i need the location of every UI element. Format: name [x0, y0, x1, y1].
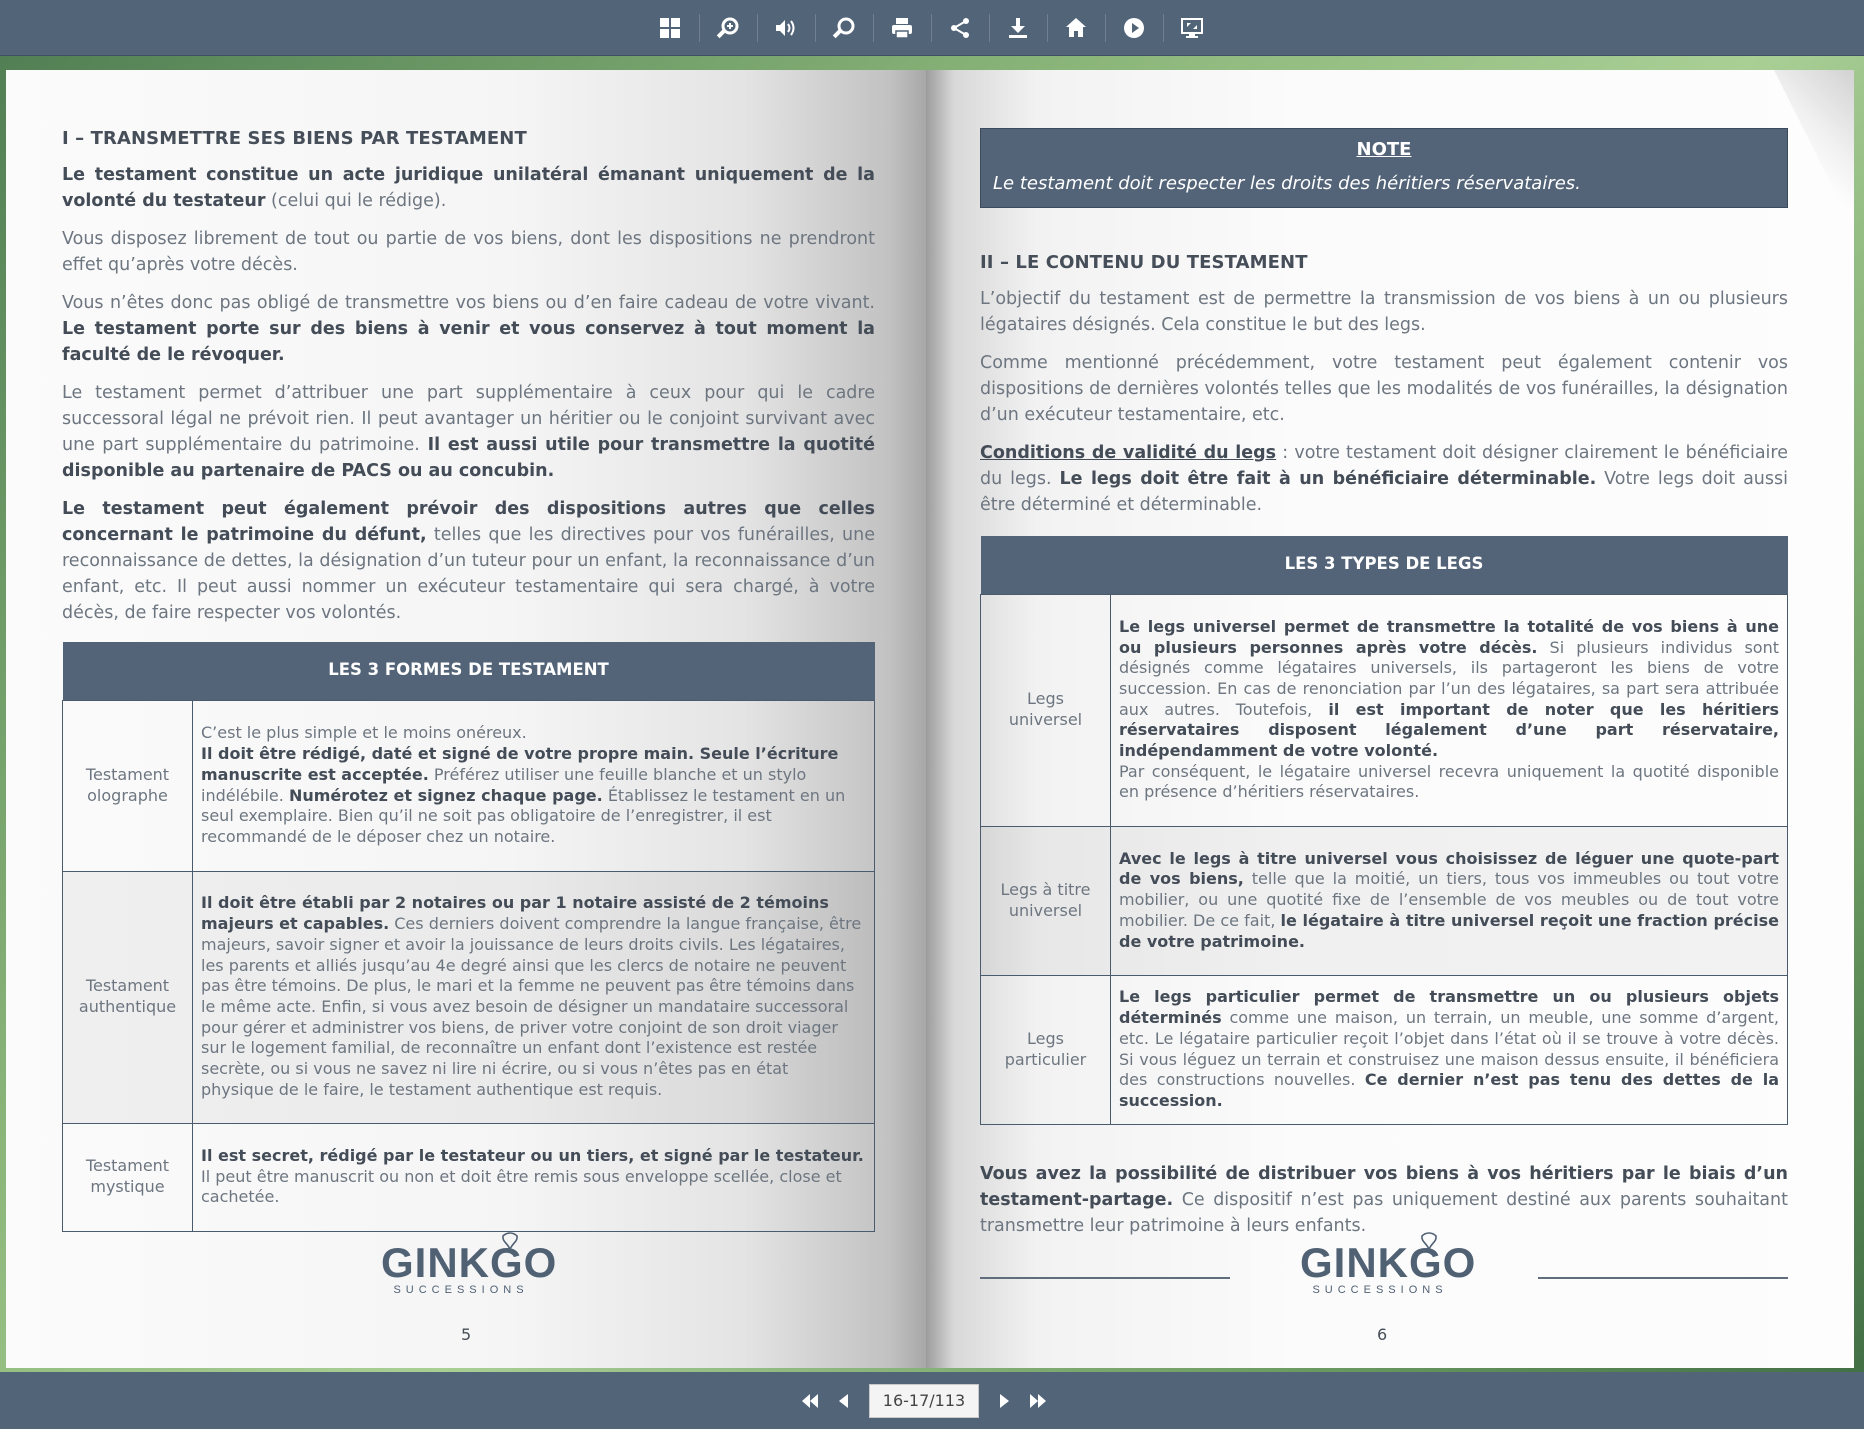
row-label: Testament authentique [63, 871, 193, 1123]
row-label: Testament mystique [63, 1123, 193, 1231]
thumbnails-icon [658, 16, 682, 40]
row-label: Legs universel [981, 594, 1111, 826]
right-paragraph-1: L’objectif du testament est de permettre la transmission de vos biens à un ou plusieurs légataires désignés. Cela constitue le but des legs. [980, 289, 1788, 335]
legs-types-table [980, 536, 1788, 1125]
ginkgo-logo [1300, 1239, 1477, 1296]
autoplay-button[interactable] [1105, 8, 1163, 48]
row-bold-text: Il est secret, rédigé par le testateur ou un tiers, et signé par le testateur. [201, 1145, 864, 1165]
row-text: Ces derniers doivent comprendre la langue française, être majeurs, savoir signer et avoir la jouissance de leurs droits civils. Les légataires, les parents et alliés jusqu’au 4e degré ainsi que les clercs de notaire ne peuvent pas être témoins. De plus, le mari et la femme ne peuvent pas être témoins dans le même acte. Enfin, si vous avez besoin de désigner un mandataire successoral pour gérer et administrer vos biens, de priver votre conjoint de son droit viager sur le logement familial, de reconnaître un enfant dont l’existence est restée secrète, ou si vous ne savez ni lire ni écrire, ou si vous n’êtes pas en état physique de le faire, le testament authentique est requis. [201, 914, 862, 1099]
logo-wordmark: GINKGO [381, 1239, 558, 1286]
right-section-heading: II – LE CONTENU DU TESTAMENT [980, 252, 1308, 273]
left-p4-text: Le testament permet d’attribuer une part supplémentaire à ceux pour qui le cadre successoral légal ne prévoit rien. Il peut avantager un héritier ou le conjoint survivant avec une part supplémentaire du patrimoine. [62, 383, 875, 455]
sound-icon [774, 16, 798, 40]
left-paragraph-3 [62, 290, 875, 368]
ginkgo-leaf-icon [499, 1230, 521, 1252]
row-bold-text: Le legs universel permet de transmettre la totalité de vos biens à une ou plusieurs personnes après votre décès. [1119, 616, 1779, 657]
left-p5-bold: Le testament peut également prévoir des dispositions autres que celles concernant le patrimoine du défunt, [62, 499, 875, 545]
logo-tagline: SUCCESSIONS [1312, 1284, 1448, 1296]
download-icon [1006, 16, 1030, 40]
home-icon [1064, 16, 1088, 40]
share-icon [948, 16, 972, 40]
autoplay-icon [1122, 16, 1146, 40]
row-text: comme une maison, un terrain, un meuble, une somme d’argent, etc. Le légataire particulier reçoit l’objet dans l’état où il se trouve à votre décès. Si vous léguez un terrain et construisez une maison dessus ensuite, il bénéficiera des constructions nouvelles. [1119, 1008, 1779, 1090]
right-page-content [980, 128, 1788, 1251]
left-p3-text: Vous n’êtes donc pas obligé de transmettre vos biens ou d’en faire cadeau de votre vivant. [62, 293, 875, 313]
next-page-button[interactable] [987, 1384, 1021, 1418]
row-bold-text: Avec le legs à titre universel vous choisissez de léguer une quote-part de vos biens, [1119, 848, 1779, 889]
home-button[interactable] [1047, 8, 1105, 48]
logo-tagline: SUCCESSIONS [393, 1284, 529, 1296]
table-row [63, 700, 875, 871]
row-description [193, 871, 875, 1123]
row-bold-text: Il doit être rédigé, daté et signé de votre propre main. Seule l’écriture manuscrite est acceptée. [201, 744, 839, 784]
fullscreen-icon [1180, 16, 1204, 40]
search-button[interactable] [815, 8, 873, 48]
row-text: Établissez le testament en un seul exemplaire. Bien qu’il ne soit pas obligatoire de l’enregistrer, il est recommandé de le déposer chez un notaire. [201, 785, 846, 846]
ginkgo-leaf-icon [1418, 1230, 1440, 1252]
table-row [981, 975, 1788, 1124]
row-text: Par conséquent, le légataire universel recevra uniquement la quotité disponible en présence d’héritiers réservataires. [1119, 761, 1779, 802]
footer-rule-left [980, 1277, 1230, 1279]
right-page[interactable] [926, 70, 1854, 1368]
search-icon [832, 16, 856, 40]
row-description [1111, 594, 1788, 826]
left-p1-bold: Le testament constitue un acte juridique unilatéral émanant uniquement de la volonté du testateur [62, 165, 875, 211]
left-page[interactable] [6, 70, 926, 1368]
row-bold-text: le légataire à titre universel reçoit une fraction précise de votre patrimoine. [1119, 910, 1779, 951]
row-bold-text: il est important de noter que les héritiers réservataires disposent légalement d’une part réservataire, indépendamment de votre volonté. [1119, 699, 1780, 761]
previous-page-button[interactable] [827, 1384, 861, 1418]
right-p3-text: : votre testament doit désigner clairement le bénéficiaire du legs. [980, 443, 1789, 489]
first-page-button[interactable] [793, 1384, 827, 1418]
right-page-number: 6 [1377, 1325, 1388, 1344]
flipbook [6, 70, 1854, 1368]
print-icon [890, 16, 914, 40]
table-row [981, 594, 1788, 826]
bottom-navigation-bar [0, 1372, 1864, 1429]
row-text: telle que la moitié, un tiers, tous vos immeubles ou tout votre mobilier, ou une quotité fixe de l’ensemble de vos meubles ou de tout votre mobilier. De ce fait, [1119, 869, 1780, 930]
last-page-button[interactable] [1021, 1384, 1055, 1418]
note-title: NOTE [1356, 139, 1412, 160]
testament-forms-table [62, 642, 875, 1232]
share-button[interactable] [931, 8, 989, 48]
right-p4-text: Ce dispositif n’est pas uniquement destiné aux parents souhaitant transmettre leur patrimoine à leurs enfants. [980, 1189, 1788, 1236]
row-label: Legs particulier [981, 975, 1111, 1124]
footer-rule-right [1538, 1277, 1788, 1279]
sound-button[interactable] [757, 8, 815, 48]
first-page-icon [800, 1391, 820, 1411]
left-p1-text: (celui qui le rédige). [265, 191, 447, 211]
validity-conditions-link: Conditions de validité du legs [980, 443, 1277, 463]
row-text: Préférez utiliser une feuille blanche et un stylo indélébile. [201, 764, 807, 805]
toolbar-icon-group [641, 8, 1221, 48]
right-paragraph-3 [980, 440, 1788, 518]
row-text: Si plusieurs individus sont désignés comme légataires universels, ils partageront les biens de votre succession. En cas de renonciation par l’un des légataires, sa part sera attribuée aux autres. Toutefois, [1119, 637, 1780, 719]
row-bold-text: Ce dernier n’est pas tenu des dettes de la succession. [1119, 1070, 1780, 1110]
row-label: Testament olographe [63, 700, 193, 871]
left-page-content [62, 126, 875, 1232]
top-toolbar [0, 0, 1864, 56]
right-p4-bold: Vous avez la possibilité de distribuer vos biens à vos héritiers par le biais d’un testament-partage. [980, 1163, 1788, 1210]
left-p5-text: telles que les directives pour vos funérailles, une reconnaissance de dettes, la désignation d’un tuteur pour un enfant, la reconnaissance d’un enfant, etc. Il peut aussi nommer un exécuteur testamentaire qui sera chargé, à votre décès, de faire respecter vos volontés. [62, 525, 875, 623]
testament-forms-table-title: LES 3 FORMES DE TESTAMENT [63, 642, 875, 700]
table-row [63, 871, 875, 1123]
legs-types-table-title: LES 3 TYPES DE LEGS [981, 536, 1788, 594]
row-bold-text: Il doit être établi par 2 notaires ou par 1 notaire assisté de 2 témoins majeurs et capables. [201, 893, 829, 934]
next-page-icon [994, 1391, 1014, 1411]
fullscreen-button[interactable] [1163, 8, 1221, 48]
row-description [1111, 975, 1788, 1124]
note-text: Le testament doit respecter les droits des héritiers réservataires. [993, 173, 1581, 194]
row-bold-text: Le legs particulier permet de transmettre un ou plusieurs objets déterminés [1119, 987, 1779, 1028]
thumbnails-button[interactable] [641, 8, 699, 48]
left-p4-bold: Il est aussi utile pour transmettre la quotité disponible au partenaire de PACS ou au concubin. [62, 435, 876, 481]
right-p3-bold: Le legs doit être fait à un bénéficiaire déterminable. [1059, 469, 1597, 489]
table-row [981, 826, 1788, 975]
left-paragraph-5 [62, 496, 875, 626]
ginkgo-logo [381, 1239, 558, 1296]
row-description [193, 1123, 875, 1231]
zoom-in-icon [716, 16, 740, 40]
row-description [1111, 826, 1788, 975]
row-text: Il peut être manuscrit ou non et doit être remis sous enveloppe scellée, close et cachetée. [201, 1166, 842, 1207]
logo-wordmark: GINKGO [1300, 1239, 1477, 1286]
left-p3-bold: Le testament porte sur des biens à venir et vous conservez à tout moment la faculté de le révoquer. [62, 319, 875, 365]
right-p3-text-2: Votre legs doit aussi être déterminé et déterminable. [980, 469, 1788, 515]
download-button[interactable] [989, 8, 1047, 48]
left-section-heading: I – TRANSMETTRE SES BIENS PAR TESTAMENT [62, 128, 527, 149]
previous-page-icon [834, 1391, 854, 1411]
row-bold-text: Numérotez et signez chaque page. [288, 785, 603, 805]
page-navigation [793, 1372, 1055, 1429]
row-text: C’est le plus simple et le moins onéreux. [201, 723, 527, 743]
row-label: Legs à titre universel [981, 826, 1111, 975]
left-paragraph-1 [62, 162, 875, 214]
zoom-in-button[interactable] [699, 8, 757, 48]
left-page-number: 5 [461, 1325, 472, 1344]
left-paragraph-4 [62, 380, 875, 484]
row-description [193, 700, 875, 871]
last-page-icon [1028, 1391, 1048, 1411]
note-box [980, 128, 1788, 208]
left-paragraph-2: Vous disposez librement de tout ou partie de vos biens, dont les dispositions ne prendront effet qu’après votre décès. [62, 229, 875, 275]
print-button[interactable] [873, 8, 931, 48]
right-paragraph-2: Comme mentionné précédemment, votre testament peut également contenir vos dispositions de dernières volontés telles que les modalités de vos funérailles, la désignation d’un exécuteur testamentaire, etc. [980, 353, 1788, 425]
table-row [63, 1123, 875, 1231]
right-paragraph-4 [980, 1161, 1788, 1239]
page-number-input[interactable] [869, 1384, 979, 1418]
